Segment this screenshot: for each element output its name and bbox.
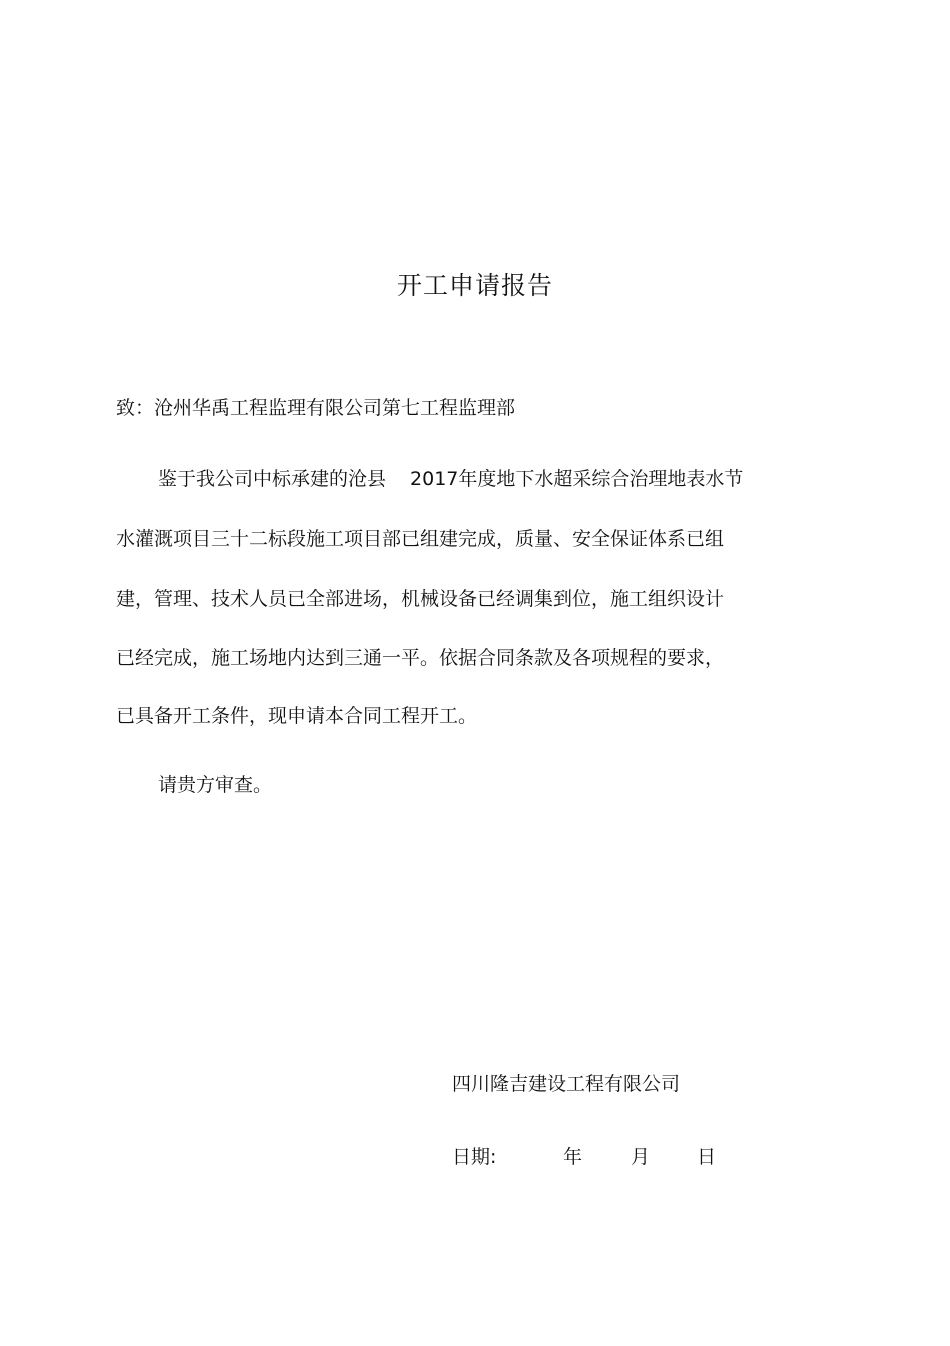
body-line-5: 已具备开工条件，现申请本合同工程开工。	[116, 705, 478, 727]
body-line-2: 水灌溉项目三十二标段施工项目部已组建完成，质量、安全保证体系已组	[116, 528, 725, 550]
body-line-3: 建，管理、技术人员已全部进场，机械设备已经调集到位，施工组织设计	[116, 588, 725, 610]
company-signature: 四川隆吉建设工程有限公司	[452, 1073, 681, 1095]
body-line-4: 已经完成，施工场地内达到三通一平。依据合同条款及各项规程的要求，	[116, 647, 725, 669]
body-line-1-part-b: 2017年度地下水超采综合治理地表水节	[410, 468, 744, 490]
date-year-label: 年	[563, 1146, 583, 1168]
date-label: 日期:	[452, 1146, 497, 1168]
body-line-1	[158, 463, 743, 495]
closing-line: 请贵方审查。	[158, 774, 273, 796]
addressee-line: 致：沧州华禹工程监理有限公司第七工程监理部	[116, 397, 516, 419]
date-month-label: 月	[631, 1146, 651, 1168]
date-day-label: 日	[697, 1146, 717, 1168]
body-line-1-part-a: 鉴于我公司中标承建的沧县	[158, 468, 387, 490]
document-title: 开工申请报告	[396, 271, 553, 300]
